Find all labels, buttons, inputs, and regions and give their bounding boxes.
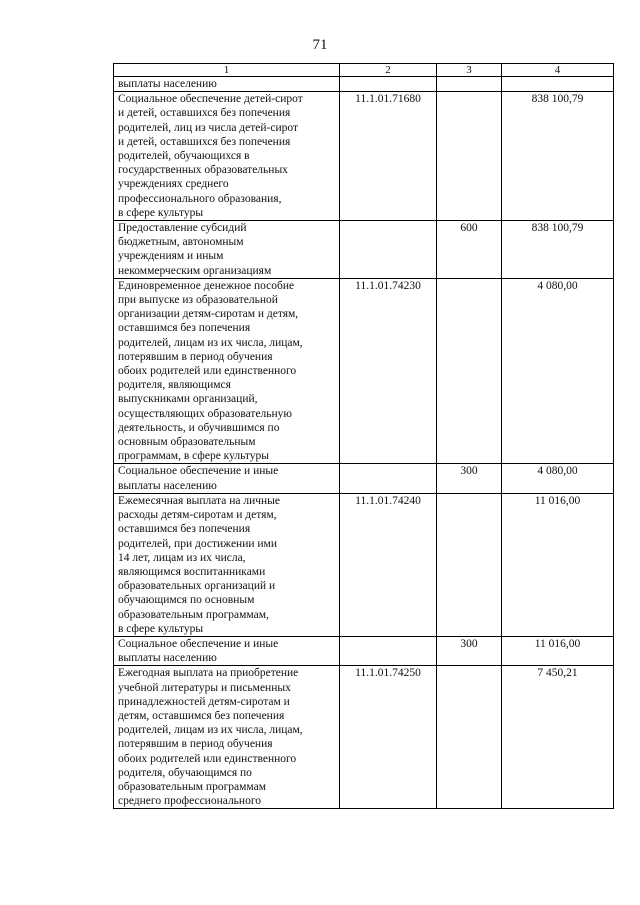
budget-table [113, 63, 614, 809]
header-col-3: 3 [437, 64, 502, 77]
row-code [340, 221, 437, 279]
table-row [114, 77, 614, 92]
row-amount: 11 016,00 [502, 636, 614, 665]
row-name: Единовременное денежное пособие при выпуске из образовательной организации детям-сиротам и детям, оставшимся без попечения родителей, лицам из их числа, лицам, потерявшим в период обучения обоих родителей или единственного родителя, являющимся выпускниками организаций, осуществляющих образовательную деятельность, и обучившимся по основным образовательным программам, в сфере культуры [114, 278, 340, 464]
row-amount: 4 080,00 [502, 464, 614, 493]
row-amount [502, 77, 614, 92]
row-code: 11.1.01.74250 [340, 666, 437, 809]
table-row [114, 221, 614, 279]
row-amount: 838 100,79 [502, 92, 614, 221]
row-expense-type: 300 [437, 636, 502, 665]
table-row [114, 493, 614, 636]
row-amount: 11 016,00 [502, 493, 614, 636]
table-row [114, 666, 614, 809]
row-expense-type: 300 [437, 464, 502, 493]
row-amount: 4 080,00 [502, 278, 614, 464]
row-name: Социальное обеспечение детей-сирот и детей, оставшихся без попечения родителей, лиц из числа детей-сирот и детей, оставшихся без попечения родителей, обучающихся в государственных образовательных учреждениях среднего профессионального образования, в сфере культуры [114, 92, 340, 221]
row-code [340, 464, 437, 493]
row-name: Социальное обеспечение и иные выплаты населению [114, 636, 340, 665]
row-name: выплаты населению [114, 77, 340, 92]
row-code [340, 636, 437, 665]
row-expense-type [437, 278, 502, 464]
table-row [114, 92, 614, 221]
table-row [114, 464, 614, 493]
table-row [114, 278, 614, 464]
row-amount: 7 450,21 [502, 666, 614, 809]
row-name: Социальное обеспечение и иные выплаты населению [114, 464, 340, 493]
header-col-1: 1 [114, 64, 340, 77]
table-header-row [114, 64, 614, 77]
row-expense-type [437, 666, 502, 809]
row-expense-type [437, 92, 502, 221]
header-col-2: 2 [340, 64, 437, 77]
row-name: Ежемесячная выплата на личные расходы детям-сиротам и детям, оставшимся без попечения родителей, при достижении ими 14 лет, лицам из их числа, являющимся воспитанниками образовательных организаций и обучающимся по основным образовательным программам, в сфере культуры [114, 493, 340, 636]
row-amount: 838 100,79 [502, 221, 614, 279]
page-number: 71 [312, 37, 328, 53]
row-expense-type: 600 [437, 221, 502, 279]
row-code [340, 77, 437, 92]
header-col-4: 4 [502, 64, 614, 77]
row-code: 11.1.01.71680 [340, 92, 437, 221]
row-name: Предоставление субсидий бюджетным, автономным учреждениям и иным некоммерческим организациям [114, 221, 340, 279]
row-code: 11.1.01.74230 [340, 278, 437, 464]
row-expense-type [437, 77, 502, 92]
row-name: Ежегодная выплата на приобретение учебной литературы и письменных принадлежностей детям-сиротам и детям, оставшимся без попечения родителей, лицам из их числа, лицам, потерявшим в период обучения обоих родителей или единственного родителя, обучающимся по образовательным программам среднего профессионального [114, 666, 340, 809]
table-row [114, 636, 614, 665]
row-expense-type [437, 493, 502, 636]
row-code: 11.1.01.74240 [340, 493, 437, 636]
